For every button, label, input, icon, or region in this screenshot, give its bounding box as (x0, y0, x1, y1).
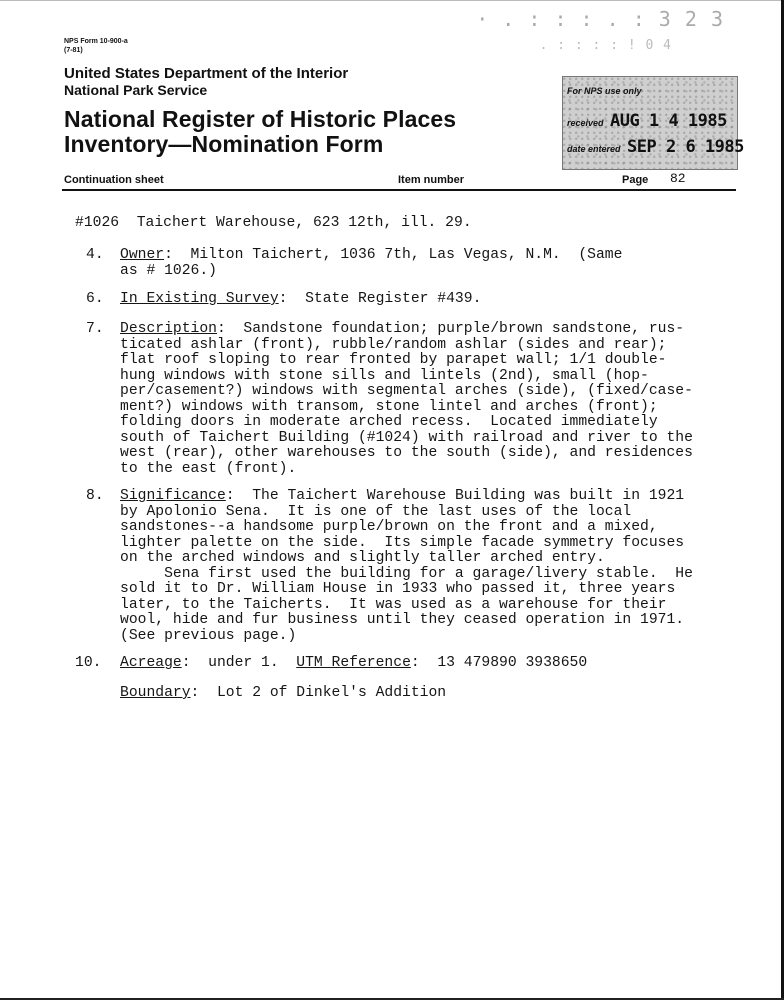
significance-line: on the arched windows and slightly taller arched entry. (120, 550, 605, 566)
scan-noise-top: · . : : : . : 3 2 3 (476, 7, 724, 31)
significance-number: 8. (86, 488, 104, 504)
significance-label: Significance (120, 488, 226, 504)
department-name: United States Department of the Interior (64, 65, 349, 82)
significance-line: Sena first used the building for a garage/livery stable. He (120, 565, 693, 582)
description-line: south of Taichert Building (#1024) with railroad and river to the (120, 429, 693, 446)
acreage-line (120, 656, 587, 672)
significance-line: wool, hide and fur business until they ceased operation in 1971. (120, 612, 685, 628)
description-line: ment?) windows with transom, stone lintel and arches (front); (120, 398, 658, 415)
acreage-number: 10. (75, 655, 102, 671)
significance-line: later, to the Taicherts. It was used as a warehouse for their (120, 596, 667, 613)
utm-label: UTM Reference (296, 655, 411, 671)
significance-text: : The Taichert Warehouse Building was built in 1921 (225, 488, 685, 504)
description-line1 (120, 322, 684, 338)
boundary-label: Boundary (120, 685, 191, 701)
description-line: per/casement?) windows with segmental arches (side), (fixed/case- (120, 383, 693, 399)
owner-text: : Milton Taichert, 1036 7th, Las Vegas, N.M. (Same (164, 247, 623, 263)
utm-text: : 13 479890 3938650 (410, 655, 588, 671)
owner-line1 (120, 248, 622, 264)
continuation-sheet-label: Continuation sheet (64, 174, 164, 186)
form-id-date: (7-81) (64, 47, 83, 54)
header-rule (62, 189, 736, 191)
survey-line (120, 292, 481, 308)
significance-line: by Apolonio Sena. It is one of the last uses of the local (120, 503, 632, 520)
owner-line2: as # 1026.) (120, 262, 217, 279)
stamp-heading: For NPS use only (567, 86, 642, 96)
entered-label: date entered (567, 144, 621, 154)
significance-line: lighter palette on the side. Its simple facade symmetry focuses (120, 534, 685, 551)
survey-number: 6. (86, 291, 104, 307)
significance-line: (See previous page.) (120, 627, 297, 644)
acreage-label: Acreage (120, 655, 182, 671)
scan-noise-second: . : : : : ! 0 4 (539, 38, 672, 53)
description-label: Description (120, 321, 217, 337)
received-date: AUG 1 4 1985 (610, 111, 727, 131)
acreage-text: : under 1. (181, 655, 297, 671)
significance-line: sold it to Dr. William House in 1933 who passed it, three years (120, 581, 676, 597)
description-line: west (rear), other warehouses to the south (side), and residences (120, 445, 693, 461)
description-number: 7. (86, 321, 104, 337)
boundary-text: : Lot 2 of Dinkel's Addition (190, 685, 447, 701)
owner-number: 4. (86, 247, 104, 263)
page-number: 82 (670, 171, 686, 186)
survey-text: : State Register #439. (278, 291, 482, 307)
entry-heading: #1026 Taichert Warehouse, 623 12th, ill. 29. (75, 215, 472, 231)
scan-top-edge (0, 0, 784, 1)
description-line: flat roof sloping to rear fronted by parapet wall; 1/1 double- (120, 352, 667, 368)
description-line: hung windows with stone sills and lintels (2nd), small (hop- (120, 367, 649, 384)
form-id-number: NPS Form 10-900-a (64, 38, 128, 45)
significance-line: sandstones--a handsome purple/brown on the front and a mixed, (120, 519, 658, 535)
description-line: folding doors in moderate arched recess. Located immediately (120, 414, 658, 430)
received-label: received (567, 118, 604, 128)
page-label: Page (622, 174, 649, 186)
owner-label: Owner (120, 247, 165, 263)
stamp-received (567, 111, 727, 131)
significance-line1 (120, 489, 684, 505)
item-number-label: Item number (398, 174, 465, 186)
description-text: : Sandstone foundation; purple/brown sandstone, rus- (216, 321, 685, 337)
boundary-line (120, 686, 446, 702)
form-title-line2: Inventory—Nomination Form (64, 131, 384, 157)
stamp-entered (567, 137, 744, 157)
nps-use-only-stamp (562, 76, 744, 170)
survey-label: In Existing Survey (120, 291, 279, 307)
form-id (64, 37, 128, 55)
form-title-line1: National Register of Historic Places (64, 106, 457, 132)
service-name: National Park Service (64, 82, 208, 98)
entered-date: SEP 2 6 1985 (627, 137, 744, 157)
description-line: ticated ashlar (front), rubble/random ashlar (sides and rear); (120, 336, 667, 353)
description-line: to the east (front). (120, 460, 297, 477)
